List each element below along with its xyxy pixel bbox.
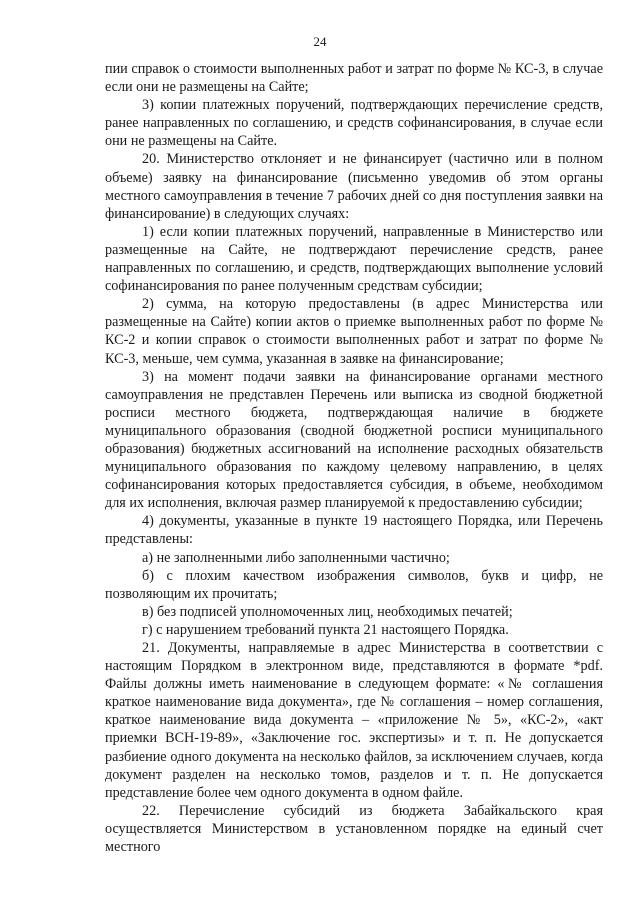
paragraph-clause-21: 21. Документы, направляемые в адрес Министерства в соответствии с настоящим Порядком в электронном виде, представляются в формате *pdf. Файлы должны иметь наименование в следующем формате: «№ соглашения краткое наименование вида документа», где № соглашения – номер соглашения, краткое наименование вида документа – «приложение № 5», «КС-2», «акт приемки ВСН-19-89», «Заключение гос. экспертизы» и т. п. Не допускается разбиение одного документа на несколько файлов, за исключением случаев, когда документ разделен на несколько томов, разделов и т. п. Не допускается представление более чем одного документа в одном файле. xyxy=(105,640,603,801)
paragraph-subitem-v: в) без подписей уполномоченных лиц, необходимых печатей; xyxy=(142,603,513,620)
document-body xyxy=(105,60,603,856)
paragraph-item-19-3: 3) копии платежных поручений, подтверждающих перечисление средств, ранее направленных по соглашению, и средств софинансирования, в случае если они не размещены на Сайте. xyxy=(105,97,603,150)
paragraph-item-20-3: 3) на момент подачи заявки на финансирование органами местного самоуправления не представлен Перечень или выписка из сводной бюджетной росписи местного бюджета, подтверждающая наличие в бюджете муниципального образования (сводной бюджетной росписи муниципального образования) бюджетных ассигнований на исполнение расходных обязательств муниципального образования по каждому целевому направлению, в целях софинансирования которых предоставляется субсидия, в объеме, необходимом для их исполнения, включая размер планируемой к предоставлению субсидии; xyxy=(105,368,603,512)
paragraph-subitem-b: б) с плохим качеством изображения символов, букв и цифр, не позволяющим их прочитать; xyxy=(105,567,603,602)
page-number: 24 xyxy=(313,34,327,49)
paragraph-subitem-a: а) не заполненными либо заполненными частично; xyxy=(142,549,450,566)
paragraph-continuation: пии справок о стоимости выполненных работ и затрат по форме № КС-3, в случае если они не размещены на Сайте; xyxy=(105,61,603,96)
paragraph-clause-20: 20. Министерство отклоняет и не финансирует (частично или в полном объеме) заявку на финансирование (письменно уведомив об этом органы местного самоуправления в течение 7 рабочих дней со дня поступления заявки на финансирование) в следующих случаях: xyxy=(105,151,603,222)
paragraph-item-20-4: 4) документы, указанные в пункте 19 настоящего Порядка, или Перечень представлены: xyxy=(105,513,603,548)
paragraph-item-20-1: 1) если копии платежных поручений, направленные в Министерство или размещенные на Сайте, не подтверждают перечисление средств, ранее направленных по соглашению, и средств, подтверждающих выполнение условий софинансирования по ранее полученным средствам субсидии; xyxy=(105,223,603,295)
paragraph-item-20-2: 2) сумма, на которую предоставлены (в адрес Министерства или размещенные на Сайте) копии актов о приемке выполненных работ по форме № КС-2 и копии справок о стоимости выполненных работ и затрат по форме № КС-3, меньше, чем сумма, указанная в заявке на финансирование; xyxy=(105,296,603,367)
paragraph-clause-22: 22. Перечисление субсидий из бюджета Забайкальского края осуществляется Министерством в установленном порядке на единый счет местного xyxy=(105,802,603,856)
paragraph-subitem-g: г) с нарушением требований пункта 21 настоящего Порядка. xyxy=(142,621,509,638)
